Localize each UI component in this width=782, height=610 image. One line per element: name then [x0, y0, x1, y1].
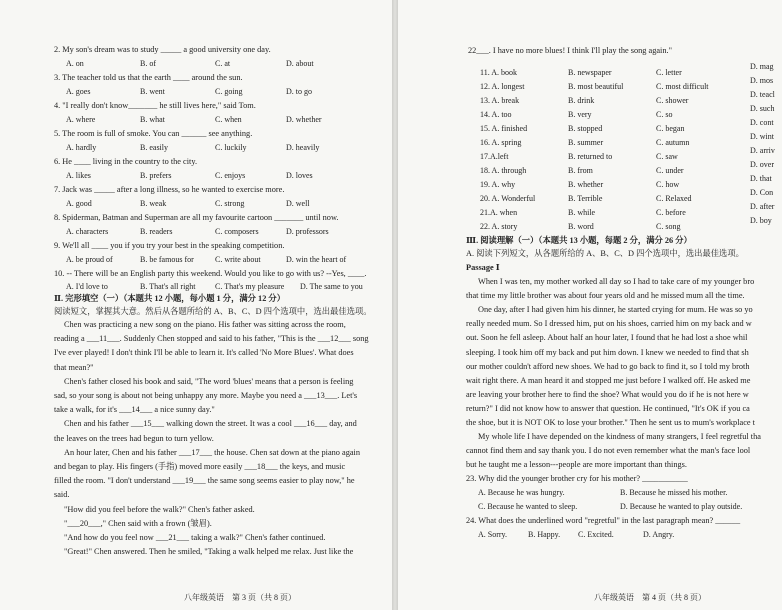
section-instruction: A. 阅读下列短文，从各题所给的 A、B、C、D 四个选项中，选出最佳选项。	[466, 249, 744, 258]
answer-option: A. where	[66, 115, 96, 124]
cloze-option: 13. A. break	[480, 96, 520, 105]
cloze-option: 14. A. too	[480, 110, 512, 119]
answer-option: C. strong	[215, 199, 245, 208]
cloze-option: B. stopped	[568, 124, 603, 133]
answer-option: D. professors	[286, 227, 329, 236]
answer-option: C. Because he wanted to sleep.	[478, 502, 578, 511]
question-stem: 2. My son's dream was to study _____ a good university one day.	[54, 45, 271, 54]
answer-option: A. likes	[66, 171, 91, 180]
passage-line: said.	[54, 490, 70, 500]
passage-line: I've ever played! I don't think I'll be able to learn it. It's called 'No More Blues'. What does	[54, 348, 354, 358]
question-stem: 9. We'll all ____ you if you try your best in the speaking competition.	[54, 241, 285, 250]
answer-option: D. about	[286, 59, 314, 68]
cloze-option: D. boy	[750, 216, 772, 225]
answer-option: C. when	[215, 115, 242, 124]
cloze-option: 18. A. through	[480, 166, 527, 175]
cloze-option: 16. A. spring	[480, 138, 522, 147]
cloze-option: 20. A. Wonderful	[480, 194, 536, 203]
question-stem: 5. The room is full of smoke. You can ______ see anything.	[54, 129, 253, 138]
answer-option: B. easily	[140, 143, 168, 152]
cloze-option: 21.A. when	[480, 208, 518, 217]
cloze-option: C. Relaxed	[656, 194, 692, 203]
answer-option: B. went	[140, 87, 165, 96]
section-title: Ⅲ. 阅读理解（一）（本题共 13 小题，每题 2 分，满分 26 分）	[466, 236, 692, 245]
passage-line: out. Soon he fell asleep. About half an hour later, I found that he had lost a shoe whil	[466, 333, 748, 343]
cloze-option: B. drink	[568, 96, 595, 105]
passage-line: sleeping. I took him off my back and put him down. I knew we needed to find that sh	[466, 347, 749, 357]
passage-line: really needed mum. So I dressed him, put on his shoes, carried him on my back and w	[466, 319, 752, 329]
passage-line: the shoe, but it is NOT OK to lose your brother." Then he sent us to mum's workplace t	[466, 418, 755, 427]
cloze-option: B. while	[568, 208, 596, 217]
answer-option: A. characters	[66, 227, 109, 236]
cloze-option: B. most beautiful	[568, 82, 624, 91]
cloze-option: C. so	[656, 110, 673, 119]
passage-line: One day, after I had given him his dinner, he started crying for mum. He was so yo	[478, 305, 753, 315]
cloze-option: D. Con	[750, 188, 774, 197]
passage-line: but he taught me a lesson---people are more important than things.	[466, 460, 687, 470]
answer-option: D. well	[286, 199, 310, 208]
page-footer: 八年级英语 第 4 页（共 8 页）	[594, 593, 706, 602]
cloze-option: D. over	[750, 160, 774, 169]
passage-line: Chen was practicing a new song on the piano. His father was sitting across the room,	[64, 320, 346, 329]
answer-option: C. at	[215, 59, 231, 68]
cloze-option: B. from	[568, 166, 593, 175]
cloze-option: C. began	[656, 124, 685, 133]
answer-option: D. whether	[286, 115, 322, 124]
passage-line: 22___. I have no more blues! I think I'll play the song again."	[468, 46, 672, 55]
cloze-option: C. shower	[656, 96, 689, 105]
cloze-option: C. before	[656, 208, 686, 217]
answer-option: A. be proud of	[66, 255, 113, 264]
cloze-option: C. most difficult	[656, 82, 709, 91]
passage-line: My whole life I have depended on the kindness of many strangers, I feel regretful tha	[478, 432, 761, 442]
answer-option: A. Sorry.	[478, 530, 508, 539]
cloze-option: B. whether	[568, 180, 604, 189]
answer-option: A. goes	[66, 87, 91, 96]
answer-option: B. Happy.	[528, 530, 561, 539]
passage-line: our mother couldn't afford new shoes. We had to go back to find it, so I told my broth	[466, 361, 750, 371]
passage-line: "___20___," Chen said with a frown (皱眉).	[64, 518, 212, 528]
answer-option: D. win the heart of	[286, 255, 347, 264]
answer-option: D. Angry.	[643, 530, 675, 539]
cloze-option: C. under	[656, 166, 684, 175]
answer-option: B. weak	[140, 199, 167, 208]
question-stem: 7. Jack was _____ after a long illness, so he wanted to exercise more.	[54, 185, 285, 194]
passage-line: "Great!" Chen answered. Then he smiled, "Taking a walk helped me relax. Just like the	[64, 547, 354, 557]
question-stem: 6. He ____ living in the country to the city.	[54, 157, 198, 166]
answer-option: C. composers	[215, 227, 259, 236]
answer-option: D. heavily	[286, 143, 320, 152]
answer-option: C. luckily	[215, 143, 247, 152]
passage-line: Chen's father closed his book and said, "The word 'blues' means that a person is feeling	[64, 376, 354, 386]
cloze-option: 11. A. book	[480, 68, 518, 77]
passage-line: that time my little brother was about four years old and he missed mum all the time.	[466, 291, 745, 301]
cloze-option: 15. A. finished	[480, 124, 528, 133]
answer-option: C. enjoys	[215, 171, 246, 180]
answer-option: D. to go	[286, 87, 312, 96]
answer-option: B. of	[140, 59, 156, 68]
passage-title: Passage Ⅰ	[466, 263, 500, 272]
passage-line: wait right there. A man heard it and stopped me just before I walked off. He asked me	[466, 375, 751, 385]
cloze-option: D. arriv	[750, 146, 775, 155]
passage-line: reading a ___11___. Suddenly Chen stopped and said to his father, "This is the ___12___ song	[54, 334, 369, 344]
passage-line: "And how do you feel now ___21___ taking a walk?" Chen's father continued.	[64, 533, 326, 542]
exam-page-4	[398, 0, 782, 610]
passage-line: sad, so your song is about not being unhappy any more. Maybe you need a ___13___. Let's	[54, 391, 358, 400]
answer-option: A. hardly	[66, 143, 97, 152]
answer-option: C. write about	[215, 255, 261, 264]
question-stem: 8. Spiderman, Batman and Superman are all my favourite cartoon _______ until now.	[54, 213, 339, 222]
cloze-option: D. wint	[750, 132, 774, 141]
page-footer: 八年级英语 第 3 页（共 8 页）	[184, 593, 296, 602]
answer-option: A. I'd love to	[66, 282, 108, 291]
answer-option: B. what	[140, 115, 165, 124]
answer-option: B. prefers	[140, 171, 172, 180]
question-stem: 3. The teacher told us that the earth ____ around the sun.	[54, 73, 243, 82]
answer-option: C. Excited.	[578, 530, 614, 539]
question-stem: 10. -- There will be an English party this weekend. Would you like to go with us? --Yes, ____.	[54, 269, 367, 278]
answer-option: A. good	[66, 199, 92, 208]
passage-line: that mean?"	[54, 362, 94, 372]
cloze-option: B. Terrible	[568, 194, 603, 203]
cloze-option: 22. A. story	[480, 222, 518, 231]
passage-line: "How did you feel before the walk?" Chen's father asked.	[64, 504, 255, 514]
passage-line: Chen and his father ___15___ walking down the street. It was a cool ___16___ day, and	[64, 419, 357, 429]
cloze-option: C. letter	[656, 68, 682, 77]
answer-option: B. That's all right	[140, 282, 196, 291]
cloze-option: D. such	[750, 104, 775, 113]
passage-line: take a walk, for it's ___14___ a nice sunny day."	[54, 405, 215, 415]
answer-option: B. Because he missed his mother.	[620, 488, 728, 497]
answer-option: B. readers	[140, 227, 173, 236]
cloze-option: 12. A. longest	[480, 82, 525, 91]
cloze-option: 19. A. why	[480, 180, 516, 189]
cloze-option: D. that	[750, 174, 772, 183]
passage-line: return?" I did not know how to answer that question. He continued, "It's OK if you ca	[466, 403, 750, 413]
answer-option: A. Because he was hungry.	[478, 488, 565, 497]
cloze-option: D. mos	[750, 76, 774, 85]
answer-option: C. That's my pleasure	[215, 282, 285, 291]
section-instruction: 阅读短文，掌握其大意。然后从各题所给的 A、B、C、D 四个选项中，选出最佳选项。	[54, 307, 372, 316]
passage-line: An hour later, Chen and his father ___17___ the house. Chen sat down at the piano again	[64, 447, 360, 457]
cloze-option: D. teacl	[750, 90, 775, 99]
cloze-option: B. returned to	[568, 152, 613, 161]
cloze-option: C. saw	[656, 152, 678, 161]
section-title: Ⅱ. 完形填空（一）（本题共 12 小题，每小题 1 分，满分 12 分）	[54, 294, 286, 303]
answer-option: D. The same to you	[300, 282, 363, 291]
passage-line: the leaves on the trees had begun to turn yellow.	[54, 433, 214, 443]
question-stem: 24. What does the underlined word "regretful" in the last paragraph mean? ______	[466, 516, 741, 525]
question-stem: 4. "I really don't know_______ he still lives here," said Tom.	[54, 101, 256, 110]
cloze-option: C. autumn	[656, 138, 690, 147]
cloze-option: B. very	[568, 110, 592, 119]
answer-option: D. Because he wanted to play outside.	[620, 502, 743, 511]
cloze-option: C. how	[656, 180, 680, 189]
answer-option: B. be famous for	[140, 255, 194, 264]
cloze-option: D. cont	[750, 118, 774, 127]
passage-line: and began to play. His fingers (手指) moved more easily ___18___ the keys, and music	[54, 462, 346, 471]
question-stem: 23. Why did the younger brother cry for his mother? ___________	[466, 474, 688, 483]
cloze-option: B. word	[568, 222, 594, 231]
cloze-option: D. mag	[750, 62, 774, 71]
passage-line: filled the room. "I don't understand ___19___ the same song seems easier to play now," he	[54, 476, 355, 486]
cloze-option: D. after	[750, 202, 775, 211]
cloze-option: B. newspaper	[568, 68, 612, 77]
answer-option: A. on	[66, 59, 84, 68]
cloze-option: B. summer	[568, 138, 604, 147]
passage-line: cannot find them and say thank you. I do not even remember what the man's face lool	[466, 446, 751, 456]
answer-option: D. loves	[286, 171, 313, 180]
cloze-option: C. song	[656, 222, 681, 231]
passage-line: When I was ten, my mother worked all day so I had to take care of my younger bro	[478, 277, 755, 286]
cloze-option: 17.A.left	[480, 152, 509, 161]
answer-option: C. going	[215, 87, 243, 96]
passage-line: are leaving your brother here to find the shoe? What would you do if he is not here w	[466, 389, 749, 399]
